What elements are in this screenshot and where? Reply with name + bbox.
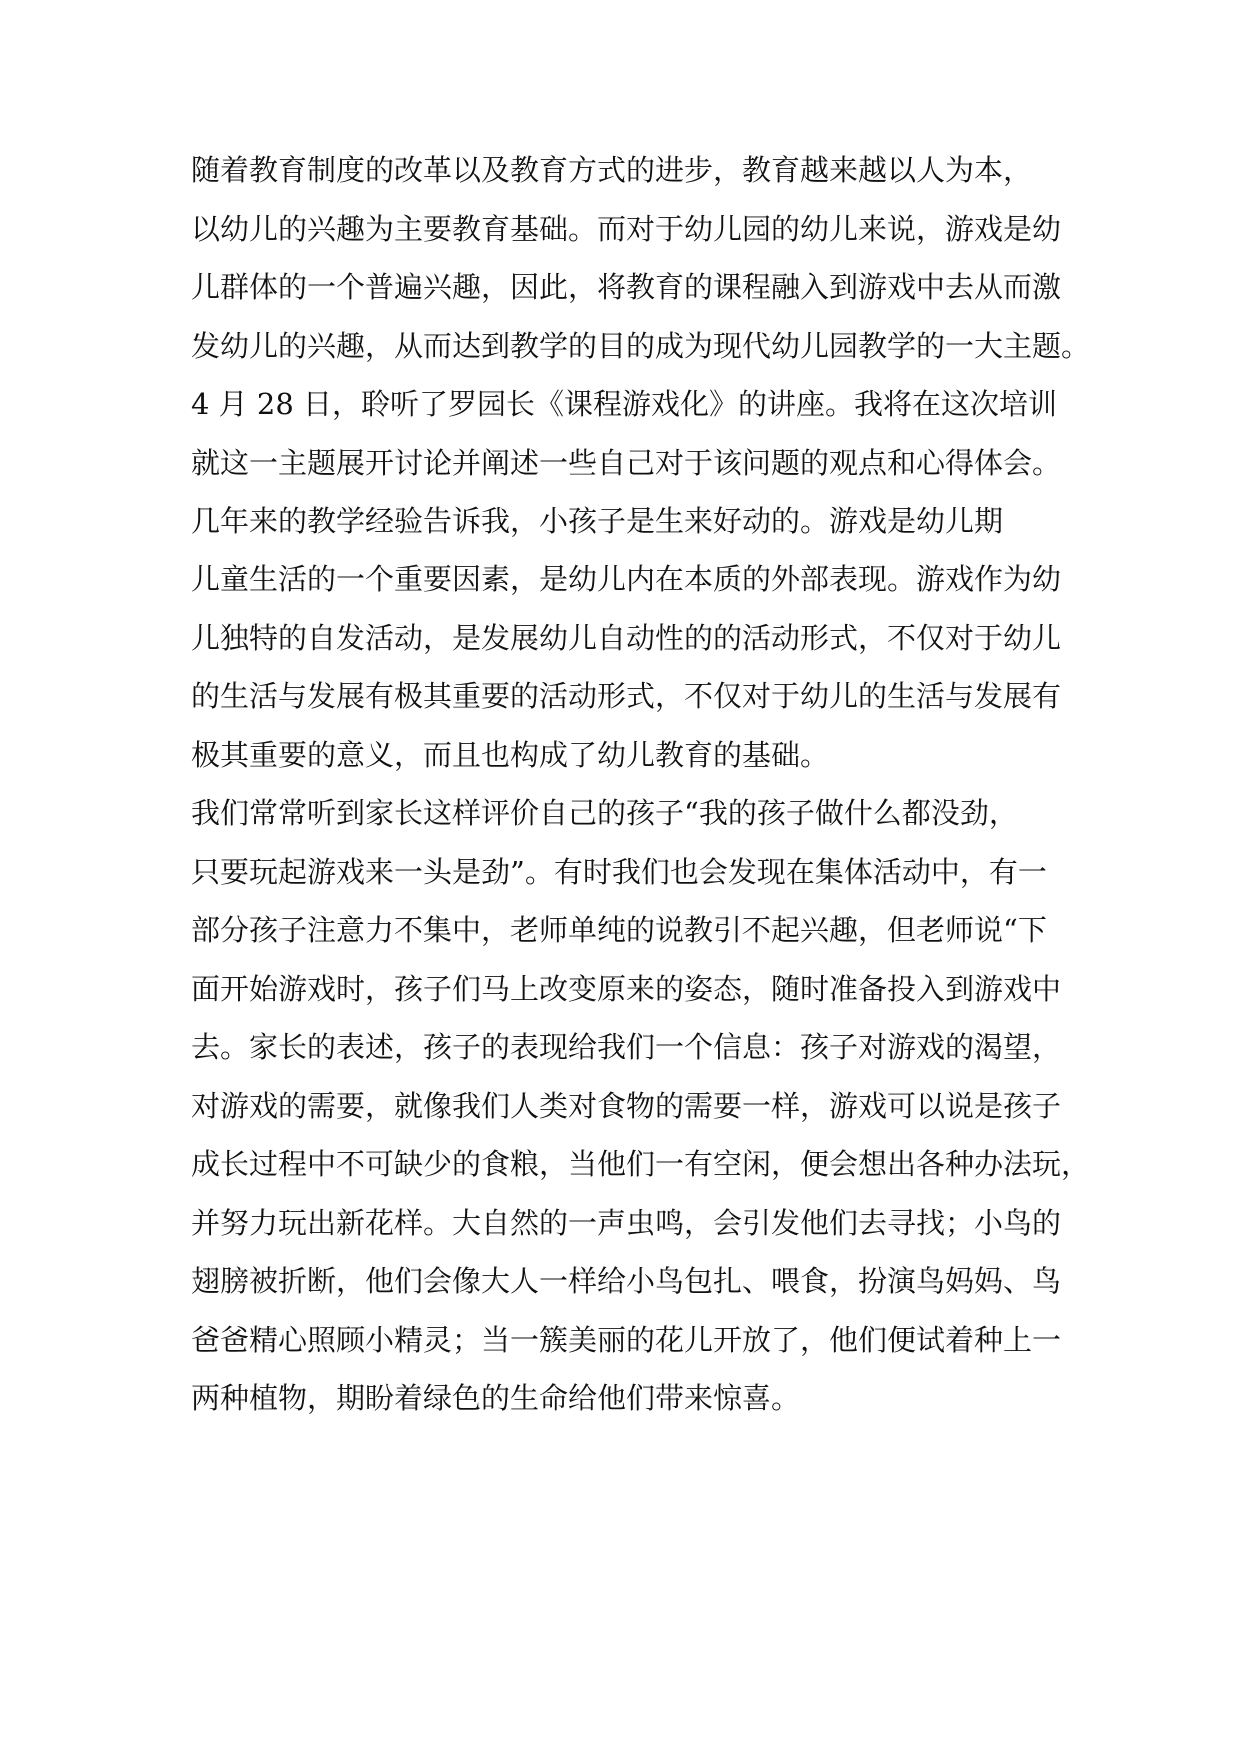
text-line: 部分孩子注意力不集中，老师单纯的说教引不起兴趣，但老师说“下 xyxy=(191,913,1047,947)
text-line: 我们常常听到家长这样评价自己的孩子“我的孩子做什么都没劲， xyxy=(191,796,1018,830)
text-line: 发幼儿的兴趣，从而达到教学的目的成为现代幼儿园教学的一大主题。 xyxy=(191,329,1091,363)
text-line: 儿独特的自发活动，是发展幼儿自动性的的活动形式，不仅对于幼儿 xyxy=(191,621,1062,655)
text-line: 就这一主题展开讨论并阐述一些自己对于该问题的观点和心得体会。 xyxy=(191,446,1062,480)
text-line: 4 月 28 日，聆听了罗园长《课程游戏化》的讲座。我将在这次培训 xyxy=(191,387,1058,421)
text-line: 以幼儿的兴趣为主要教育基础。而对于幼儿园的幼儿来说，游戏是幼 xyxy=(191,212,1062,246)
text-line: 翅膀被折断，他们会像大人一样给小鸟包扎、喂食，扮演鸟妈妈、鸟 xyxy=(191,1264,1062,1298)
text-line: 面开始游戏时，孩子们马上改变原来的姿态，随时准备投入到游戏中 xyxy=(191,972,1062,1006)
text-line: 儿群体的一个普遍兴趣，因此，将教育的课程融入到游戏中去从而激 xyxy=(191,270,1062,304)
text-line: 随着教育制度的改革以及教育方式的进步，教育越来越以人为本， xyxy=(191,153,1033,187)
text-line: 儿童生活的一个重要因素，是幼儿内在本质的外部表现。游戏作为幼 xyxy=(191,562,1062,596)
text-line: 对游戏的需要，就像我们人类对食物的需要一样，游戏可以说是孩子 xyxy=(191,1089,1062,1123)
text-line: 的生活与发展有极其重要的活动形式，不仅对于幼儿的生活与发展有 xyxy=(191,679,1062,713)
text-line: 几年来的教学经验告诉我，小孩子是生来好动的。游戏是幼儿期 xyxy=(191,504,1004,538)
text-line: 极其重要的意义，而且也构成了幼儿教育的基础。 xyxy=(191,738,830,772)
text-line: 成长过程中不可缺少的食粮，当他们一有空闲，便会想出各种办法玩， xyxy=(191,1147,1091,1181)
text-line: 爸爸精心照顾小精灵；当一簇美丽的花儿开放了，他们便试着种上一 xyxy=(191,1323,1062,1357)
text-line: 去。家长的表述，孩子的表现给我们一个信息：孩子对游戏的渴望， xyxy=(191,1030,1062,1064)
text-line: 并努力玩出新花样。大自然的一声虫鸣，会引发他们去寻找；小鸟的 xyxy=(191,1206,1062,1240)
text-line: 两种植物，期盼着绿色的生命给他们带来惊喜。 xyxy=(191,1381,801,1415)
text-line: 只要玩起游戏来一头是劲”。有时我们也会发现在集体活动中，有一 xyxy=(191,855,1047,889)
